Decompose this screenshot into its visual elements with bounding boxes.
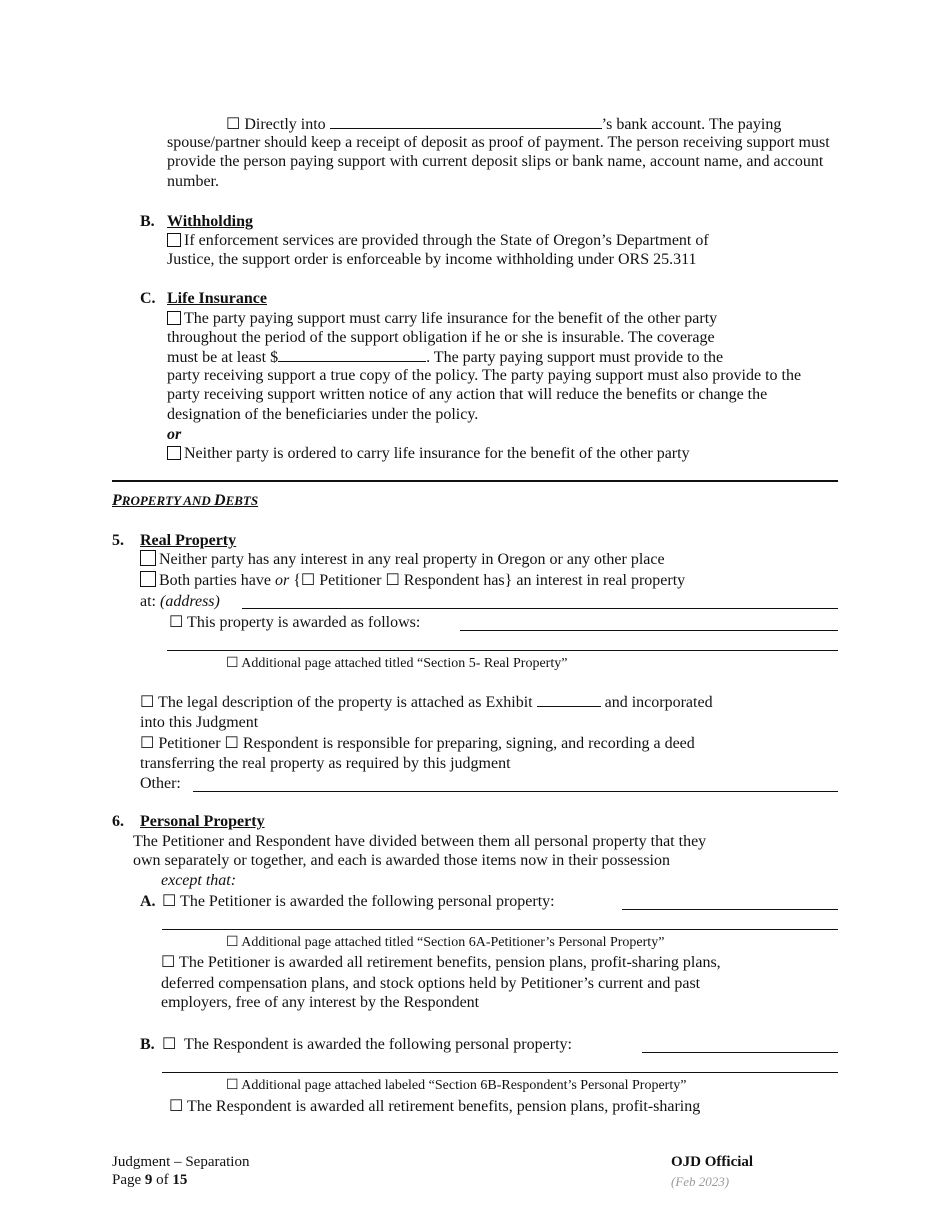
no-life-insurance-line [167, 444, 690, 463]
no-real-property-text: Neither party has any interest in any real property in Oregon or any other place [159, 551, 665, 568]
life-insurance-line1 [167, 309, 717, 328]
property-and-debts-heading: PROPERTY AND DEBTS [112, 492, 259, 509]
at-label: at: [140, 593, 160, 610]
except-that-label: except that: [161, 872, 237, 889]
coverage-label: must be at least $ [167, 349, 279, 366]
legal-description-checkbox-label[interactable]: ☐ The legal description of the property is attached as Exhibit [140, 694, 533, 711]
address-label: (address) [160, 593, 220, 610]
legal-description-suffix: and incorporated [604, 694, 713, 711]
section-divider [112, 480, 838, 482]
personal-property-intro-1: The Petitioner and Respondent have divided between them all personal property that they [133, 833, 707, 850]
personal-property-intro-2: own separately or together, and each is awarded those items now in their possession [133, 852, 670, 869]
withholding-text-1: If enforcement services are provided through the State of Oregon’s Department of [184, 232, 709, 249]
footer-page-number: Page 9 of 15 [112, 1172, 188, 1188]
petitioner-retirement-checkbox[interactable]: ☐ The Petitioner is awarded all retirement benefits, pension plans, profit-sharing plans, [161, 954, 721, 971]
footer-official: OJD Official [671, 1154, 754, 1170]
section5-attached-checkbox[interactable]: ☐ Additional page attached titled “Section 5- Real Property” [226, 656, 568, 671]
direct-deposit-text: spouse/partner should keep a receipt of deposit as proof of payment. The person receiving support must provide the person paying support with current deposit slips or bank name, account name, and account number. [167, 134, 830, 190]
property-award-field[interactable] [460, 630, 838, 631]
respondent-property-field[interactable] [642, 1052, 838, 1053]
life-insurance-text-rest: party receiving support a true copy of the policy. The party paying support must also provide to the party receiving support written notice of any action that will reduce the benefits or change the designation of the beneficiaries under the policy. [167, 367, 802, 423]
respondent-property-checkbox[interactable]: ☐ The Respondent is awarded the following personal property: [162, 1036, 572, 1053]
real-property-title: Real Property [140, 532, 237, 549]
coverage-amount-field[interactable] [278, 347, 426, 362]
other-label: Other: [140, 775, 181, 792]
no-life-insurance-checkbox[interactable] [167, 446, 181, 460]
real-property-number: 5. [112, 532, 124, 549]
no-life-insurance-text: Neither party is ordered to carry life insurance for the benefit of the other party [184, 445, 690, 462]
direct-deposit-suffix: ’s bank account. The paying [601, 116, 782, 133]
legal-description-line2: into this Judgment [140, 714, 259, 731]
property-awarded-line[interactable]: ☐ This property is awarded as follows: [169, 614, 421, 631]
section6b-attached-checkbox[interactable]: ☐ Additional page attached labeled “Section 6B-Respondent’s Personal Property” [226, 1078, 687, 1093]
petitioner-retirement-line2: deferred compensation plans, and stock options held by Petitioner’s current and past [161, 975, 701, 992]
both-suffix: {☐ Petitioner ☐ Respondent has} an interest in real property [289, 572, 686, 589]
exhibit-field[interactable] [537, 692, 601, 707]
real-property-neither-line [140, 550, 665, 569]
no-real-property-checkbox[interactable] [140, 550, 156, 566]
both-or: or [274, 572, 290, 589]
respondent-property-field-2[interactable] [162, 1072, 838, 1073]
life-insurance-line3 [167, 347, 723, 367]
petitioner-property-field[interactable] [622, 909, 838, 910]
life-insurance-line2: throughout the period of the support obligation if he or she is insurable. The coverage [167, 329, 715, 346]
or-label: or [167, 426, 182, 443]
legal-description-line [140, 692, 713, 712]
footer-form-title: Judgment – Separation [112, 1154, 250, 1170]
address-label-line [140, 592, 220, 611]
life-insurance-letter: C. [140, 290, 156, 307]
withholding-title: Withholding [167, 213, 253, 230]
other-field[interactable] [193, 791, 838, 792]
footer-date: (Feb 2023) [671, 1174, 730, 1189]
has-real-property-checkbox[interactable] [140, 571, 156, 587]
petitioner-retirement-line3: employers, free of any interest by the Respondent [161, 994, 480, 1011]
respondent-retirement-checkbox[interactable]: ☐ The Respondent is awarded all retirement benefits, pension plans, profit-sharing [169, 1098, 701, 1115]
deed-responsibility-line2: transferring the real property as required by this judgment [140, 755, 511, 772]
withholding-line1 [167, 231, 709, 250]
withholding-letter: B. [140, 213, 155, 230]
petitioner-property-checkbox[interactable]: ☐ The Petitioner is awarded the following personal property: [162, 893, 555, 910]
life-insurance-title: Life Insurance [167, 290, 267, 307]
coverage-suffix: . The party paying support must provide to the [426, 349, 724, 366]
withholding-checkbox[interactable] [167, 233, 181, 247]
life-insurance-checkbox[interactable] [167, 311, 181, 325]
personal-property-title: Personal Property [140, 813, 265, 830]
withholding-line2: Justice, the support order is enforceable by income withholding under ORS 25.311 [167, 251, 697, 268]
property-award-field-2[interactable] [167, 650, 838, 651]
section6a-attached-checkbox[interactable]: ☐ Additional page attached titled “Section 6A-Petitioner’s Personal Property” [226, 935, 665, 950]
petitioner-letter: A. [140, 893, 156, 910]
deed-responsibility-line[interactable]: ☐ Petitioner ☐ Respondent is responsible for preparing, signing, and recording a deed [140, 735, 695, 752]
both-prefix: Both parties have [159, 572, 275, 589]
life-insurance-text-1: The party paying support must carry life insurance for the benefit of the other party [184, 310, 718, 327]
direct-deposit-checkbox-label[interactable]: ☐ Directly into [226, 116, 326, 133]
address-field[interactable] [242, 608, 838, 609]
account-holder-field[interactable] [330, 114, 602, 129]
personal-property-number: 6. [112, 813, 124, 830]
respondent-letter: B. [140, 1036, 155, 1053]
real-property-both-line [140, 571, 685, 590]
petitioner-property-field-2[interactable] [162, 929, 838, 930]
direct-deposit-line [226, 114, 781, 134]
